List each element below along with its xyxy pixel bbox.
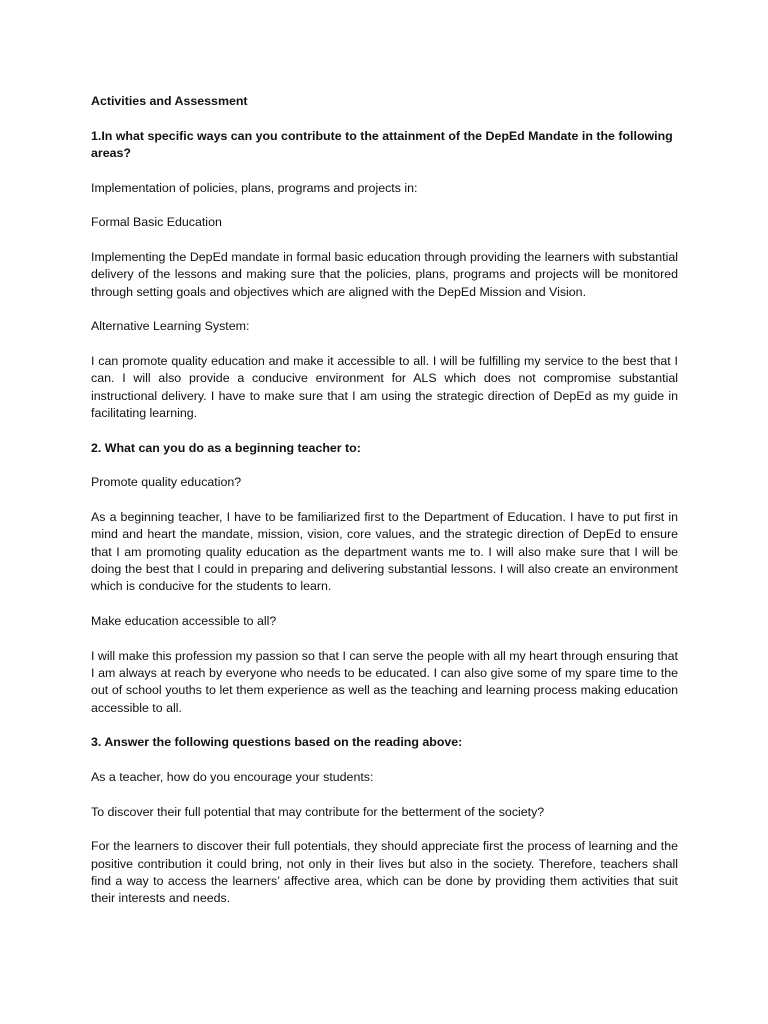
- question-1-intro: Implementation of policies, plans, programs and projects in:: [91, 180, 418, 195]
- subheading-formal-basic-education: Formal Basic Education: [91, 215, 222, 230]
- answer-alternative-learning-system: I can promote quality education and make it accessible to all. I will be fulfilling my service to the best that I can. I will also provide a conducive environment for ALS which does not compromise substantial instructional delivery. I have to make sure that I am using the strategic direction of DepEd as my guide in facilitating learning.: [91, 353, 678, 420]
- question-3-intro: As a teacher, how do you encourage your students:: [91, 770, 374, 784]
- subheading-make-education-accessible: Make education accessible to all?: [91, 614, 277, 628]
- subheading-alternative-learning-system: Alternative Learning System:: [91, 319, 250, 334]
- answer-promote-quality-education: As a beginning teacher, I have to be familiarized first to the Department of Education. I have to put first in mind and heart the mandate, mission, vision, core values, and the strategic direction of DepEd to ensure that I am promoting quality education as the department wants me to. I will also make sure that I will be doing the best that I could in preparing and delivering substantial lessons. I will also create an environment which is conducive for the students to learn.: [91, 509, 678, 594]
- document-body: [91, 93, 678, 925]
- answer-formal-basic-education: Implementing the DepEd mandate in formal basic education through providing the learners with substantial delivery of the lessons and making sure that the policies, plans, programs and projects will be monitored through setting goals and objectives which are aligned with the DepEd Mission and Vision.: [91, 249, 678, 299]
- answer-make-education-accessible: I will make this profession my passion so that I can serve the people with all my heart through ensuring that I am always at reach by everyone who needs to be educated. I can also give some of my spare time to the out of school youths to let them experience as well as the teaching and learning process making education accessible to all.: [91, 648, 678, 715]
- subheading-promote-quality-education: Promote quality education?: [91, 475, 242, 490]
- answer-discover-full-potential: For the learners to discover their full potentials, they should appreciate first the process of learning and the positive contribution it could bring, not only in their lives but also in the society. Therefore, teachers shall find a way to access the learners’ affective area, which can be done by providing them activities that suit their interests and needs.: [91, 839, 678, 906]
- subheading-discover-full-potential: To discover their full potential that may contribute for the betterment of the society?: [91, 804, 545, 819]
- question-2: 2. What can you do as a beginning teacher to:: [91, 440, 361, 455]
- question-3: 3. Answer the following questions based on the reading above:: [91, 735, 463, 750]
- question-1: 1.In what specific ways can you contribute to the attainment of the DepEd Mandate in the following areas?: [91, 128, 673, 160]
- document-title: Activities and Assessment: [91, 94, 248, 108]
